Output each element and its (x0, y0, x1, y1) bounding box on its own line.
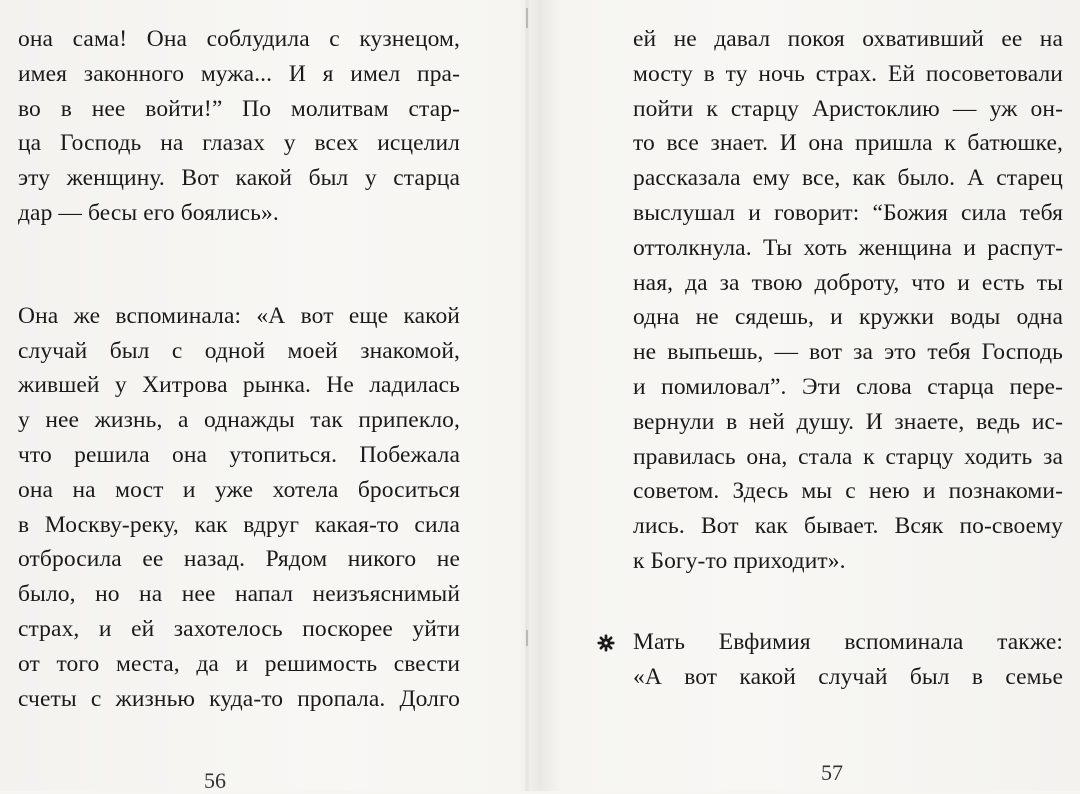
text-line: вернули в ней душу. И знаете, ведь ис- (633, 408, 1063, 435)
text-line: мосту в ту ночь страх. Ей посоветовали (633, 60, 1063, 87)
text-line: Она же вспоминала: «А вот еще какой (18, 302, 460, 329)
text-line: она на мост и уже хотела броситься (18, 476, 460, 503)
text-line: одна не сядешь, и кружки воды одна (633, 304, 1063, 331)
text-line: советом. Здесь мы с нею и познакоми- (633, 478, 1063, 505)
text-line: ная, да за твою доброту, что и есть ты (633, 269, 1063, 296)
text-line: лись. Вот как бывает. Всяк по-своему (633, 513, 1063, 540)
text-line: страх, и ей захотелось поскорее уйти (18, 615, 460, 642)
text-line: у нее жизнь, а однажды так припекло, (18, 407, 460, 434)
text-line: было, но на нее напал неизъяснимый (18, 581, 460, 608)
text-line: дар — бесы его боялись». (18, 199, 279, 226)
text-line: и помиловал”. Эти слова старца пере- (633, 373, 1063, 400)
text-line: в Москву-реку, как вдруг какая-то сила (18, 511, 460, 538)
gutter-mark (526, 630, 528, 646)
text-line: случай был с одной моей знакомой, (18, 337, 460, 364)
text-line: счеты с жизнью куда-то пропала. Долго (18, 685, 460, 712)
left-page (18, 22, 460, 716)
gutter-mark (526, 8, 528, 28)
text-line: не выпьешь, — вот за это тебя Господь (633, 339, 1063, 366)
text-line: жившей у Хитрова рынка. Не ладилась (18, 372, 460, 399)
text-line: оттолкнула. Ты хоть женщина и распут- (633, 234, 1063, 261)
text-line: правилась она, стала к старцу ходить за (633, 443, 1063, 470)
left-paragraph-1 (18, 22, 460, 231)
text-line: отбросила ее назад. Рядом никого не (18, 546, 460, 573)
right-paragraph-1 (633, 22, 1063, 579)
book-gutter (524, 0, 530, 791)
text-line: эту женщину. Вот какой был у старца (18, 165, 460, 192)
page-number-left: 56 (204, 768, 226, 793)
text-line: то все знает. И она пришла к батюшке, (633, 130, 1063, 157)
text-line: «А вот какой случай был в семье (633, 663, 1063, 690)
right-page (633, 22, 1063, 694)
text-line: пойти к старцу Аристоклию — уж он- (633, 95, 1063, 122)
text-line: что решила она утопиться. Побежала (18, 441, 460, 468)
page-number-right: 57 (821, 760, 843, 785)
text-line: она сама! Она соблудила с кузнецом, (18, 26, 460, 52)
text-line: к Богу-то приходит». (633, 547, 846, 574)
text-line: имея законного мужа... И я имел пра- (18, 60, 460, 87)
text-line: рассказала ему все, как было. А старец (633, 165, 1063, 192)
ornament-star-icon (597, 634, 615, 652)
text-line: ца Господь на глазах у всех исцелил (18, 130, 460, 157)
text-line: выслушал и говорит: “Божия сила тебя (633, 199, 1063, 226)
text-line: Мать Евфимия вспоминала также: (633, 628, 1063, 655)
left-paragraph-2 (18, 299, 460, 717)
right-paragraph-2 (633, 625, 1063, 695)
text-line: во в нее войти!” По молитвам стар- (18, 95, 460, 122)
text-line: от того места, да и решимость свести (18, 650, 460, 677)
text-line: ей не давал покоя охвативший ее на (633, 26, 1063, 52)
